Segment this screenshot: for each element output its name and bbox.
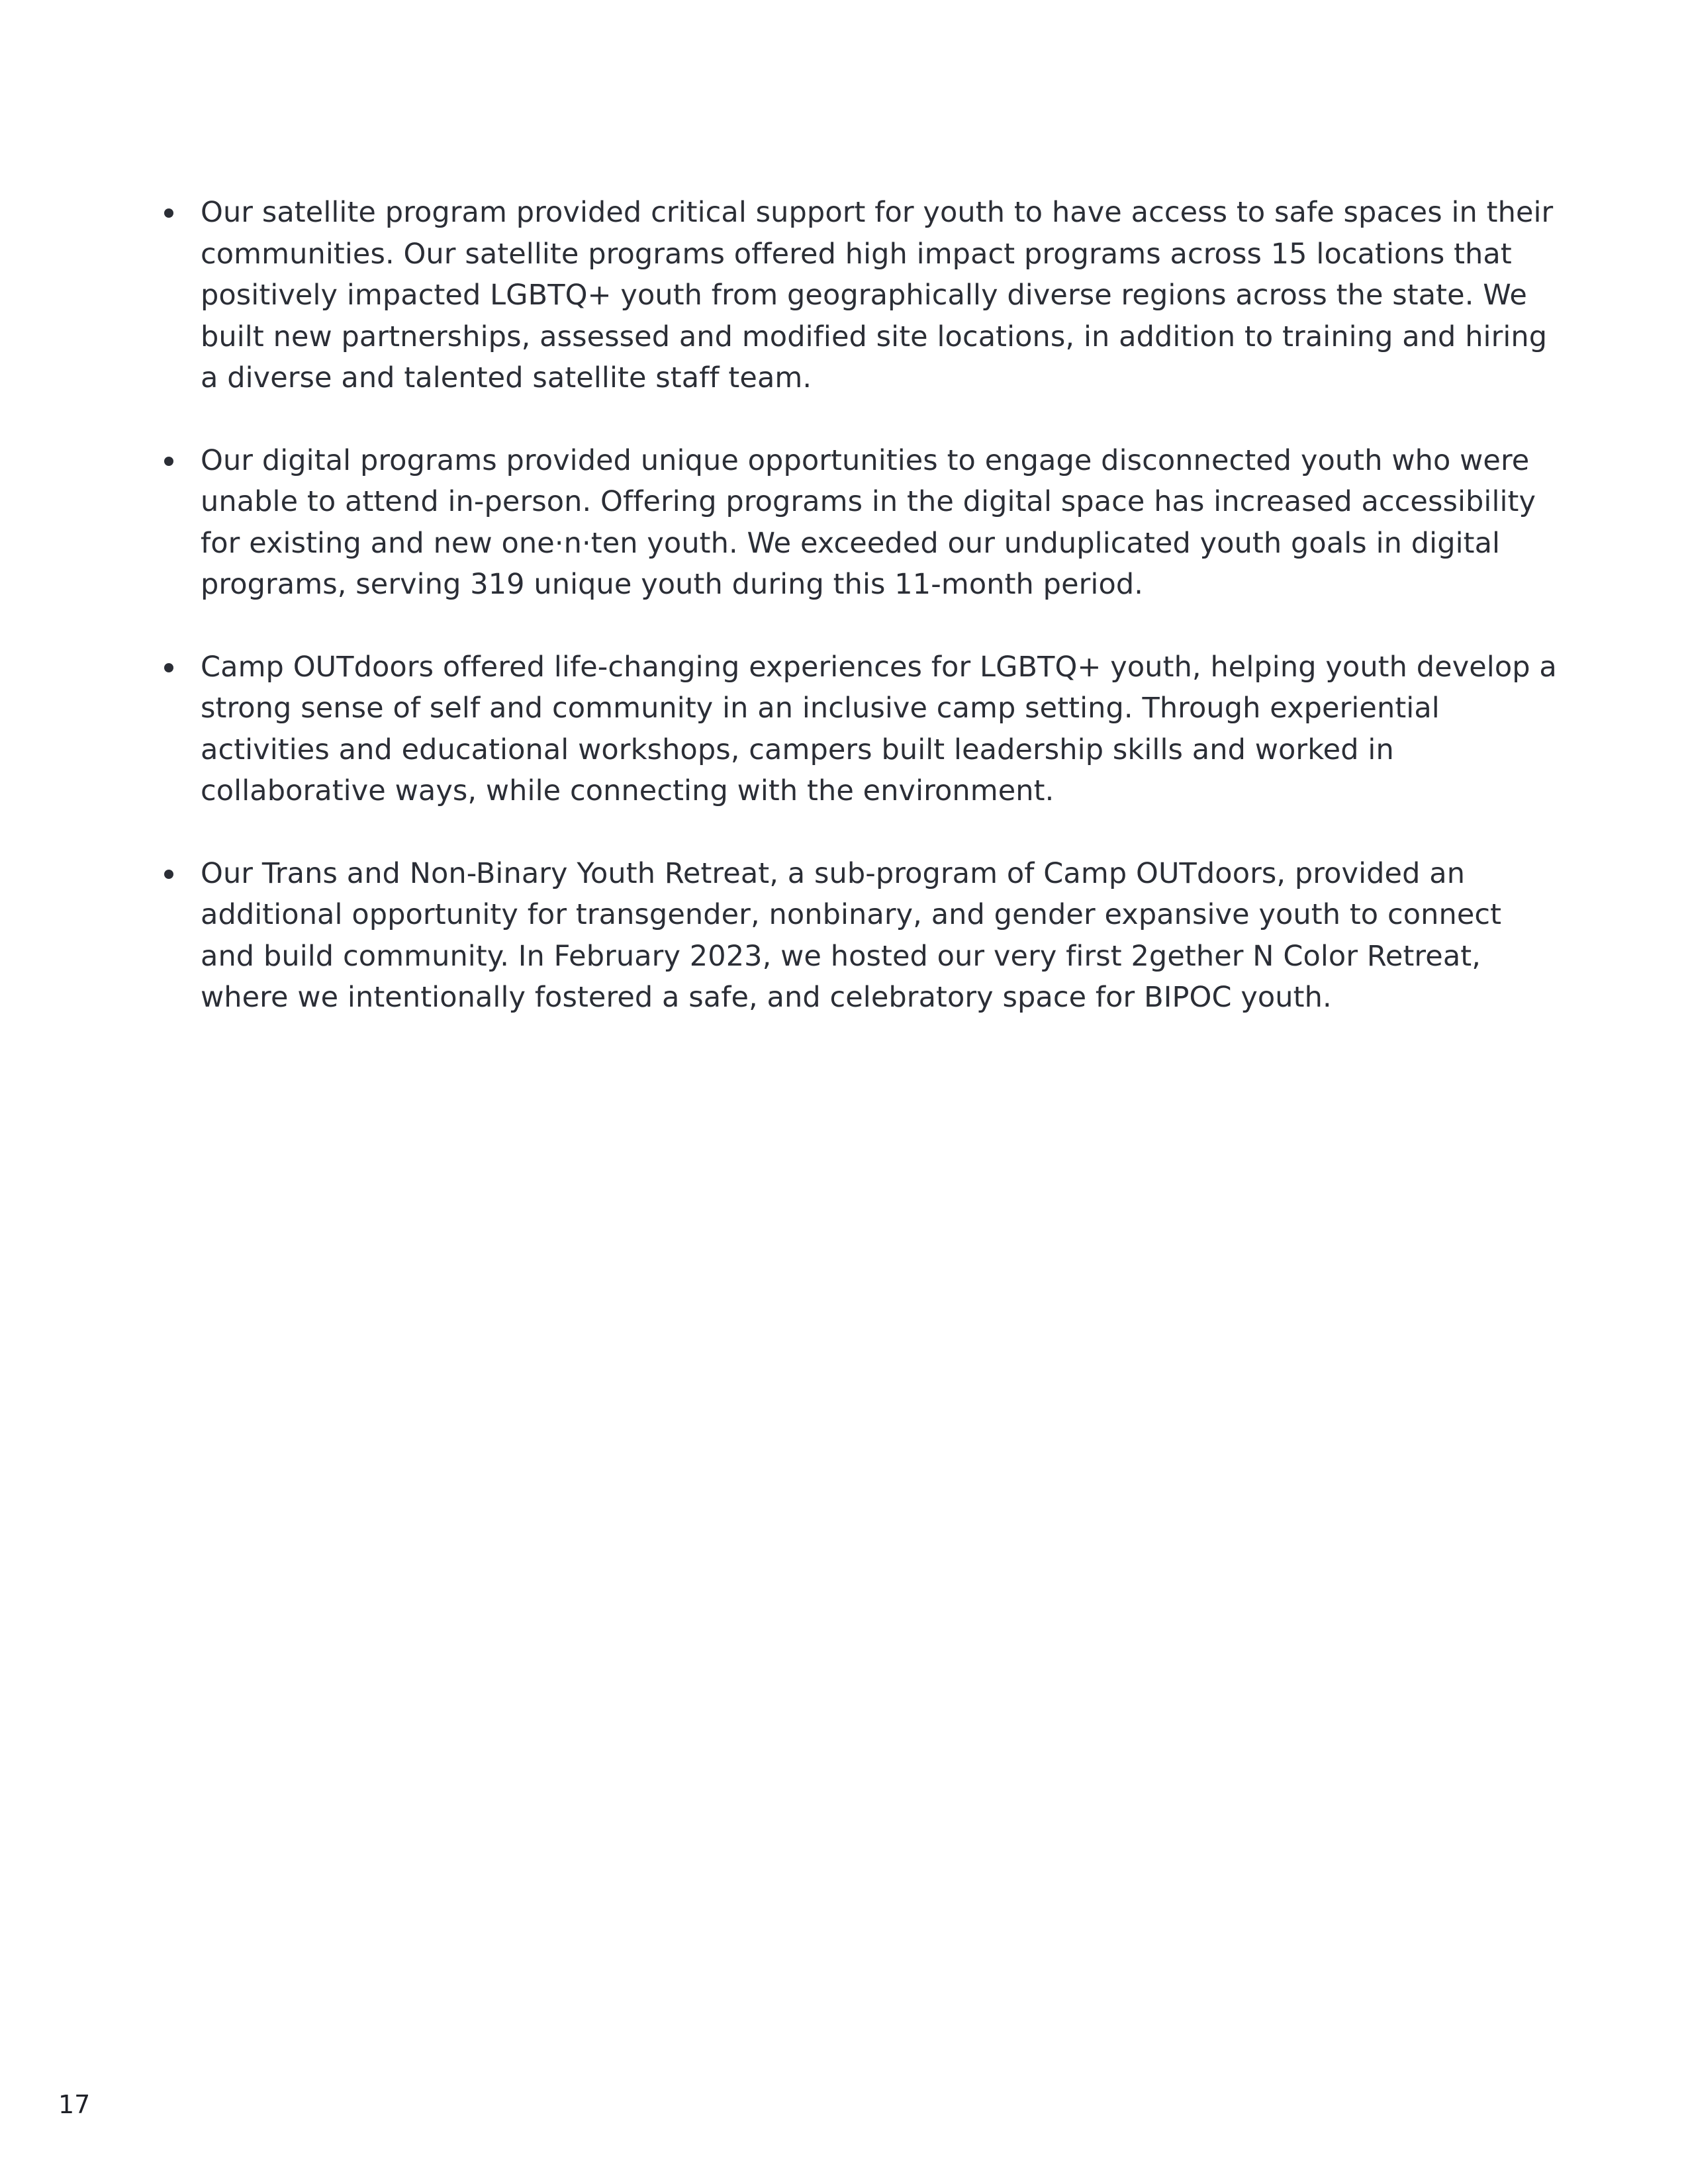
- list-item: [161, 647, 1558, 812]
- bullet-text: Our digital programs provided unique opportunities to engage disconnected youth who were unable to attend in-person. Offering programs in the digital space has increased accessibility for existing and new one·n·ten youth. We exceeded our unduplicated youth goals in digital programs, serving 319 unique youth during this 11-month period.: [201, 443, 1536, 601]
- bullet-icon: [164, 208, 173, 218]
- bullet-icon: [164, 870, 173, 879]
- list-item: [161, 440, 1558, 606]
- page-number: 17: [58, 2090, 91, 2119]
- bullet-text: Our Trans and Non-Binary Youth Retreat, a sub-program of Camp OUTdoors, provided an additional opportunity for transgender, nonbinary, and gender expansive youth to connect and build community. In February 2023, we hosted our very first 2gether N Color Retreat, where we intentionally fostered a safe, and celebratory space for BIPOC youth.: [201, 856, 1502, 1014]
- bullet-text: Our satellite program provided critical support for youth to have access to safe spaces in their communities. Our satellite programs offered high impact programs across 15 locations that positively impacted LGBTQ+ youth from geographically diverse regions across the state. We built new partnerships, assessed and modified site locations, in addition to training and hiring a diverse and talented satellite staff team.: [201, 196, 1554, 394]
- list-item: [161, 192, 1558, 399]
- bullet-icon: [164, 663, 173, 672]
- program-highlights-list: [161, 192, 1558, 1060]
- list-item: [161, 853, 1558, 1019]
- bullet-icon: [164, 457, 173, 466]
- bullet-text: Camp OUTdoors offered life-changing experiences for LGBTQ+ youth, helping youth develop a strong sense of self and community in an inclusive camp setting. Through experiential activities and educational workshops, campers built leadership skills and worked in collaborative ways, while connecting with the environment.: [201, 650, 1557, 807]
